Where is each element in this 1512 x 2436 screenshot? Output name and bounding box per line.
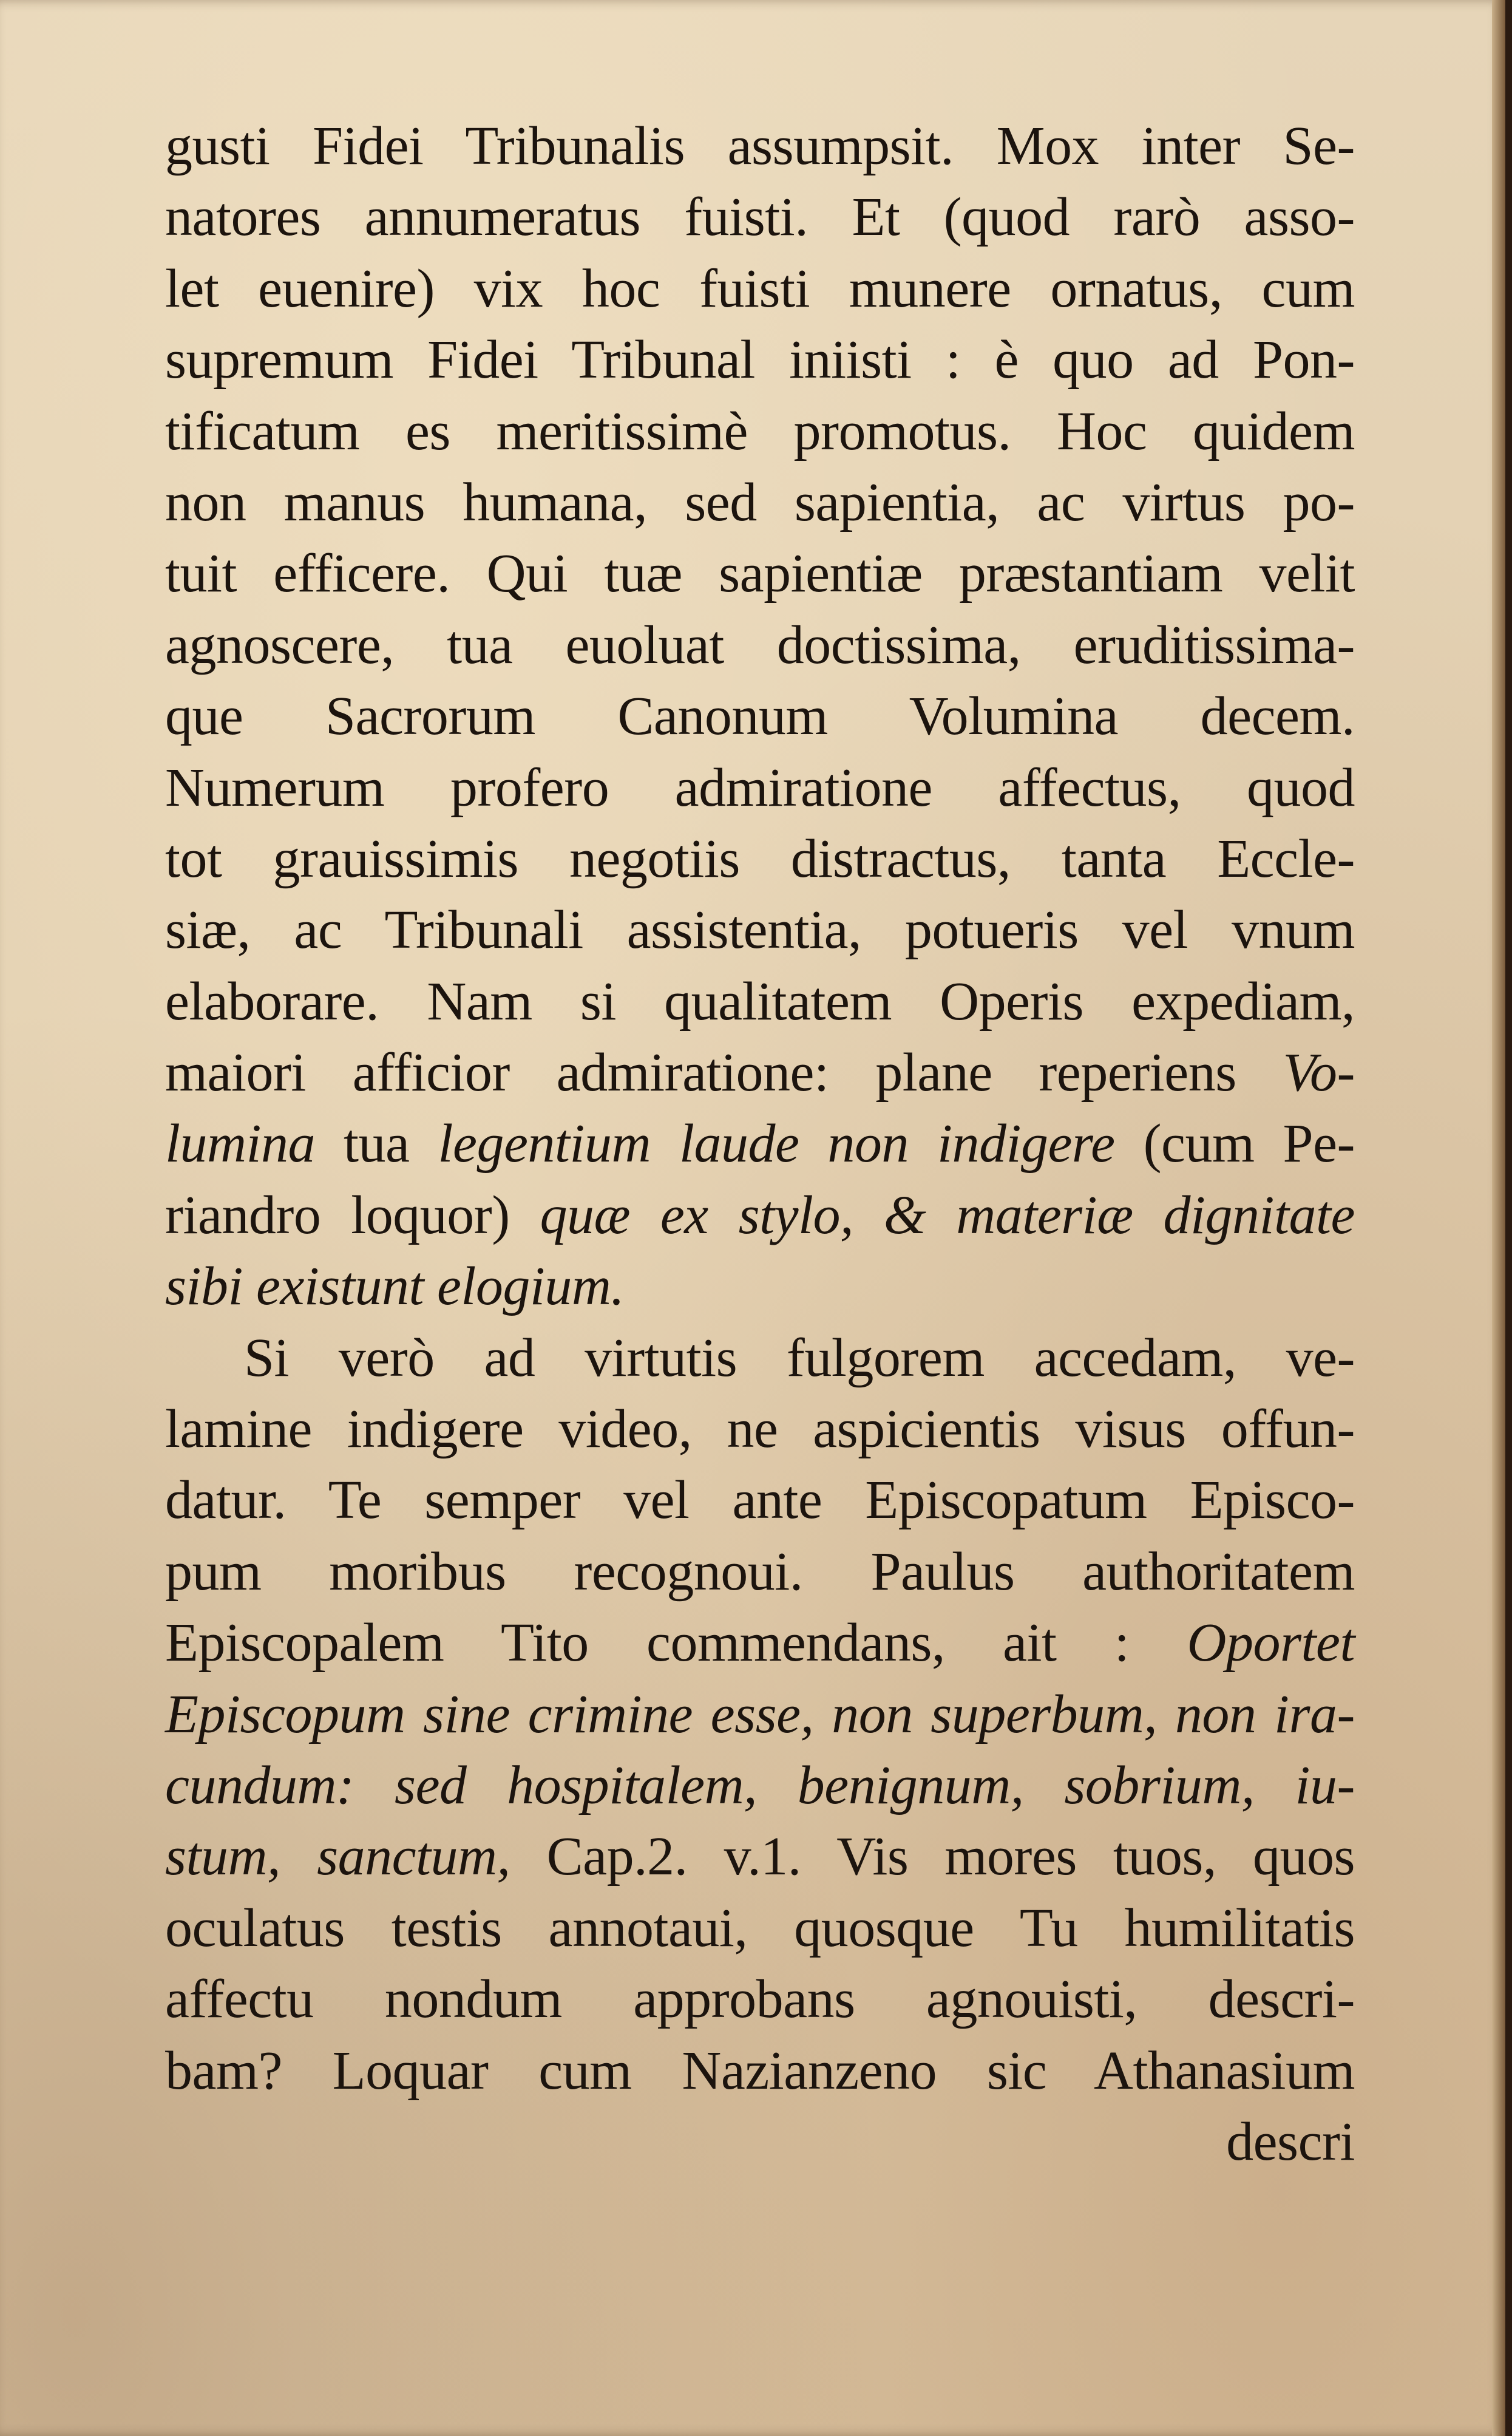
text-line [165, 1750, 1355, 1821]
text-line [165, 324, 1355, 395]
text-segment: maiori afficior admiratione: plane reperiens [165, 1043, 1283, 1103]
text-line [165, 467, 1355, 538]
text-segment: oculatus testis annotaui, quosque Tu humilitatis [165, 1897, 1355, 1958]
text-segment: datur. Te semper vel ante Episcopatum Episco- [165, 1470, 1355, 1531]
text-segment: pum moribus recognoui. Paulus authoritatem [165, 1541, 1355, 1602]
text-line [165, 894, 1355, 965]
text-line [165, 1251, 1355, 1322]
text-line [165, 823, 1355, 894]
text-segment: riandro loquor) [165, 1185, 540, 1245]
text-segment: tua [315, 1114, 438, 1174]
text-segment: natores annumeratus fuisti. Et (quod rarò asso- [165, 187, 1355, 248]
text-line [165, 610, 1355, 681]
text-segment: (cum Pe- [1114, 1114, 1355, 1174]
text-segment: Si verò ad virtutis fulgorem accedam, ve- [244, 1327, 1355, 1388]
text-line [165, 1180, 1355, 1251]
text-segment: bam? Loquar cum Nazianzeno sic Athanasium [165, 2040, 1355, 2101]
page-edge [1492, 0, 1505, 2436]
text-line [165, 681, 1355, 752]
text-line [165, 111, 1355, 182]
text-segment: tificatum es meritissimè promotus. Hoc quidem [165, 401, 1355, 461]
body-text [165, 111, 1355, 2177]
text-segment: affectu nondum approbans agnouisti, descri- [165, 1969, 1355, 2030]
text-line [165, 2035, 1355, 2106]
text-line [165, 1037, 1355, 1108]
text-line [165, 966, 1355, 1037]
italic-text-segment: quæ ex stylo, & materiæ dignitate [540, 1185, 1355, 1245]
text-line [165, 1322, 1355, 1393]
text-segment: agnoscere, tua euoluat doctissima, eruditissima- [165, 614, 1355, 675]
text-line [165, 1607, 1355, 1678]
italic-text-segment: lumina [165, 1114, 316, 1174]
text-line [165, 1893, 1355, 1964]
text-segment: let euenire) vix hoc fuisti munere ornatus, cum [165, 258, 1355, 319]
text-segment: gusti Fidei Tribunalis assumpsit. Mox inter Se- [165, 116, 1355, 176]
italic-text-segment: legentium laude non indigere [438, 1114, 1115, 1174]
text-line [165, 1964, 1355, 2035]
text-segment: tot grauissimis negotiis distractus, tanta Eccle- [165, 828, 1355, 889]
italic-text-segment: stum, sanctum, [165, 1826, 510, 1887]
text-line [165, 1465, 1355, 1536]
text-line [165, 752, 1355, 823]
italic-text-segment: cundum: sed hospitalem, benignum, sobrium, iu- [165, 1755, 1355, 1815]
text-line [165, 1821, 1355, 1892]
text-segment: tuit efficere. Qui tuæ sapientiæ præstantiam velit [165, 543, 1355, 604]
text-segment: que Sacrorum Canonum Volumina decem. [165, 686, 1355, 747]
text-line [165, 1393, 1355, 1465]
text-line [165, 1536, 1355, 1607]
text-segment: descri [1226, 2111, 1355, 2172]
italic-text-segment: Episcopum sine crimine esse, non superbum, non ira- [165, 1684, 1355, 1744]
text-segment: Numerum profero admiratione affectus, quod [165, 757, 1355, 818]
text-segment: Episcopalem Tito commendans, ait : [165, 1613, 1187, 1673]
italic-text-segment: Vo- [1283, 1043, 1355, 1103]
text-line [165, 396, 1355, 467]
text-line [165, 182, 1355, 253]
text-line [165, 1108, 1355, 1179]
text-segment: Cap.2. v.1. Vis mores tuos, quos [510, 1826, 1355, 1887]
text-segment: elaborare. Nam si qualitatem Operis expediam, [165, 971, 1355, 1032]
text-segment: siæ, ac Tribunali assistentia, potueris vel vnum [165, 900, 1355, 961]
text-segment: non manus humana, sed sapientia, ac virtus po- [165, 472, 1355, 532]
text-line [165, 1679, 1355, 1750]
text-line [165, 253, 1355, 324]
text-segment: lamine indigere video, ne aspicientis visus offun- [165, 1399, 1355, 1460]
text-line [165, 2106, 1355, 2177]
italic-text-segment: sibi existunt elogium. [165, 1256, 625, 1317]
text-line [165, 538, 1355, 609]
italic-text-segment: Oportet [1187, 1613, 1355, 1673]
text-segment: supremum Fidei Tribunal iniisti : è quo ad Pon- [165, 330, 1355, 390]
